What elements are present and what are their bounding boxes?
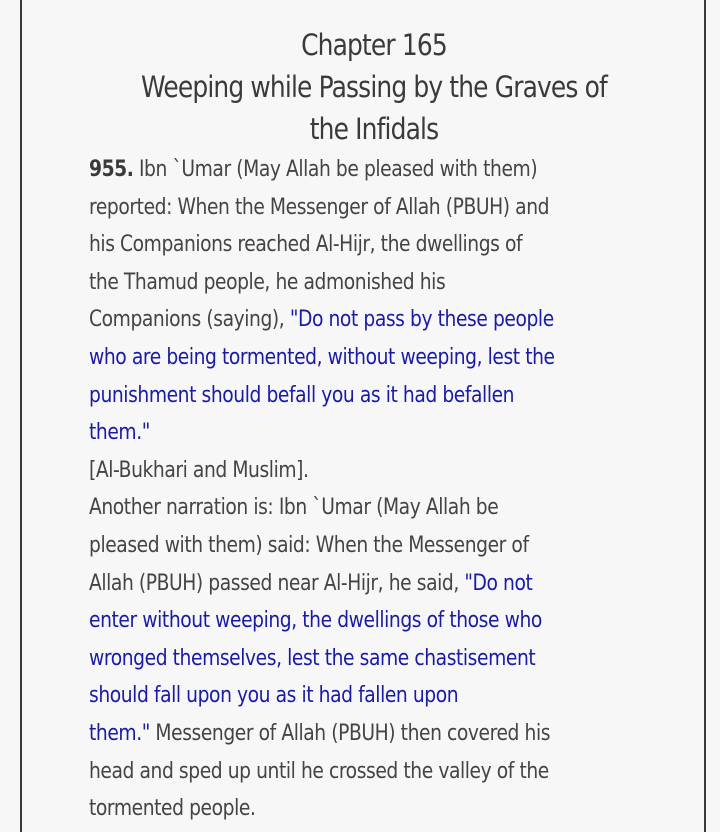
text-line [89, 301, 608, 339]
text-line [89, 602, 608, 640]
quote-text: should fall upon you as it had fallen upon [89, 683, 459, 709]
quote-text: them." [89, 420, 150, 446]
text-line [89, 753, 608, 791]
quote-text: wronged themselves, lest the same chastisement [89, 645, 536, 671]
quote-text: enter without weeping, the dwellings of those who [89, 608, 542, 634]
narration-text: pleased with them) said: When the Messenger of [89, 532, 529, 558]
chapter-title-line-2: the Infidals [309, 112, 439, 146]
text-line [89, 151, 608, 189]
text-line [89, 677, 608, 715]
hadith-body [89, 151, 699, 828]
text-line [89, 489, 608, 527]
text-line [89, 339, 608, 377]
left-border [20, 0, 22, 832]
quote-text: "Do not [464, 570, 533, 596]
hadith-number: 955. [89, 157, 134, 182]
text-line [89, 414, 608, 452]
text-line [89, 452, 608, 490]
right-border [704, 0, 706, 832]
narration-text: Another narration is: Ibn `Umar (May Allah be [89, 495, 499, 521]
narration-text: Companions (saying), [89, 307, 290, 333]
narration-text: his Companions reached Al-Hijr, the dwellings of [89, 232, 523, 258]
narration-text: the Thamud people, he admonished his [89, 269, 446, 295]
text-line [89, 565, 608, 603]
narration-text: Ibn `Umar (May Allah be pleased with them) [133, 157, 538, 182]
quote-text: punishment should befall you as it had befallen [89, 382, 515, 408]
quote-text: them." [89, 720, 150, 746]
chapter-number: Chapter 165 [301, 28, 447, 62]
text-line [89, 226, 608, 264]
narration-text: Messenger of Allah (PBUH) then covered his [149, 720, 551, 746]
narration-text: tormented people. [89, 796, 256, 822]
narration-text: [Al-Bukhari and Muslim]. [89, 457, 309, 483]
narration-text: head and sped up until he crossed the valley of the [89, 758, 549, 784]
narration-text: reported: When the Messenger of Allah (PBUH) and [89, 194, 550, 220]
text-line [89, 377, 608, 415]
text-line [89, 189, 608, 227]
text-line [89, 715, 608, 753]
text-line [89, 264, 608, 302]
chapter-heading [78, 24, 670, 150]
text-line [89, 790, 608, 828]
text-line [89, 640, 608, 678]
narration-text: Allah (PBUH) passed near Al-Hijr, he said, [89, 570, 465, 596]
chapter-title-line-1: Weeping while Passing by the Graves of [141, 70, 607, 104]
text-line [89, 527, 608, 565]
quote-text: "Do not pass by these people [289, 307, 554, 333]
quote-text: who are being tormented, without weeping, lest the [89, 344, 555, 370]
